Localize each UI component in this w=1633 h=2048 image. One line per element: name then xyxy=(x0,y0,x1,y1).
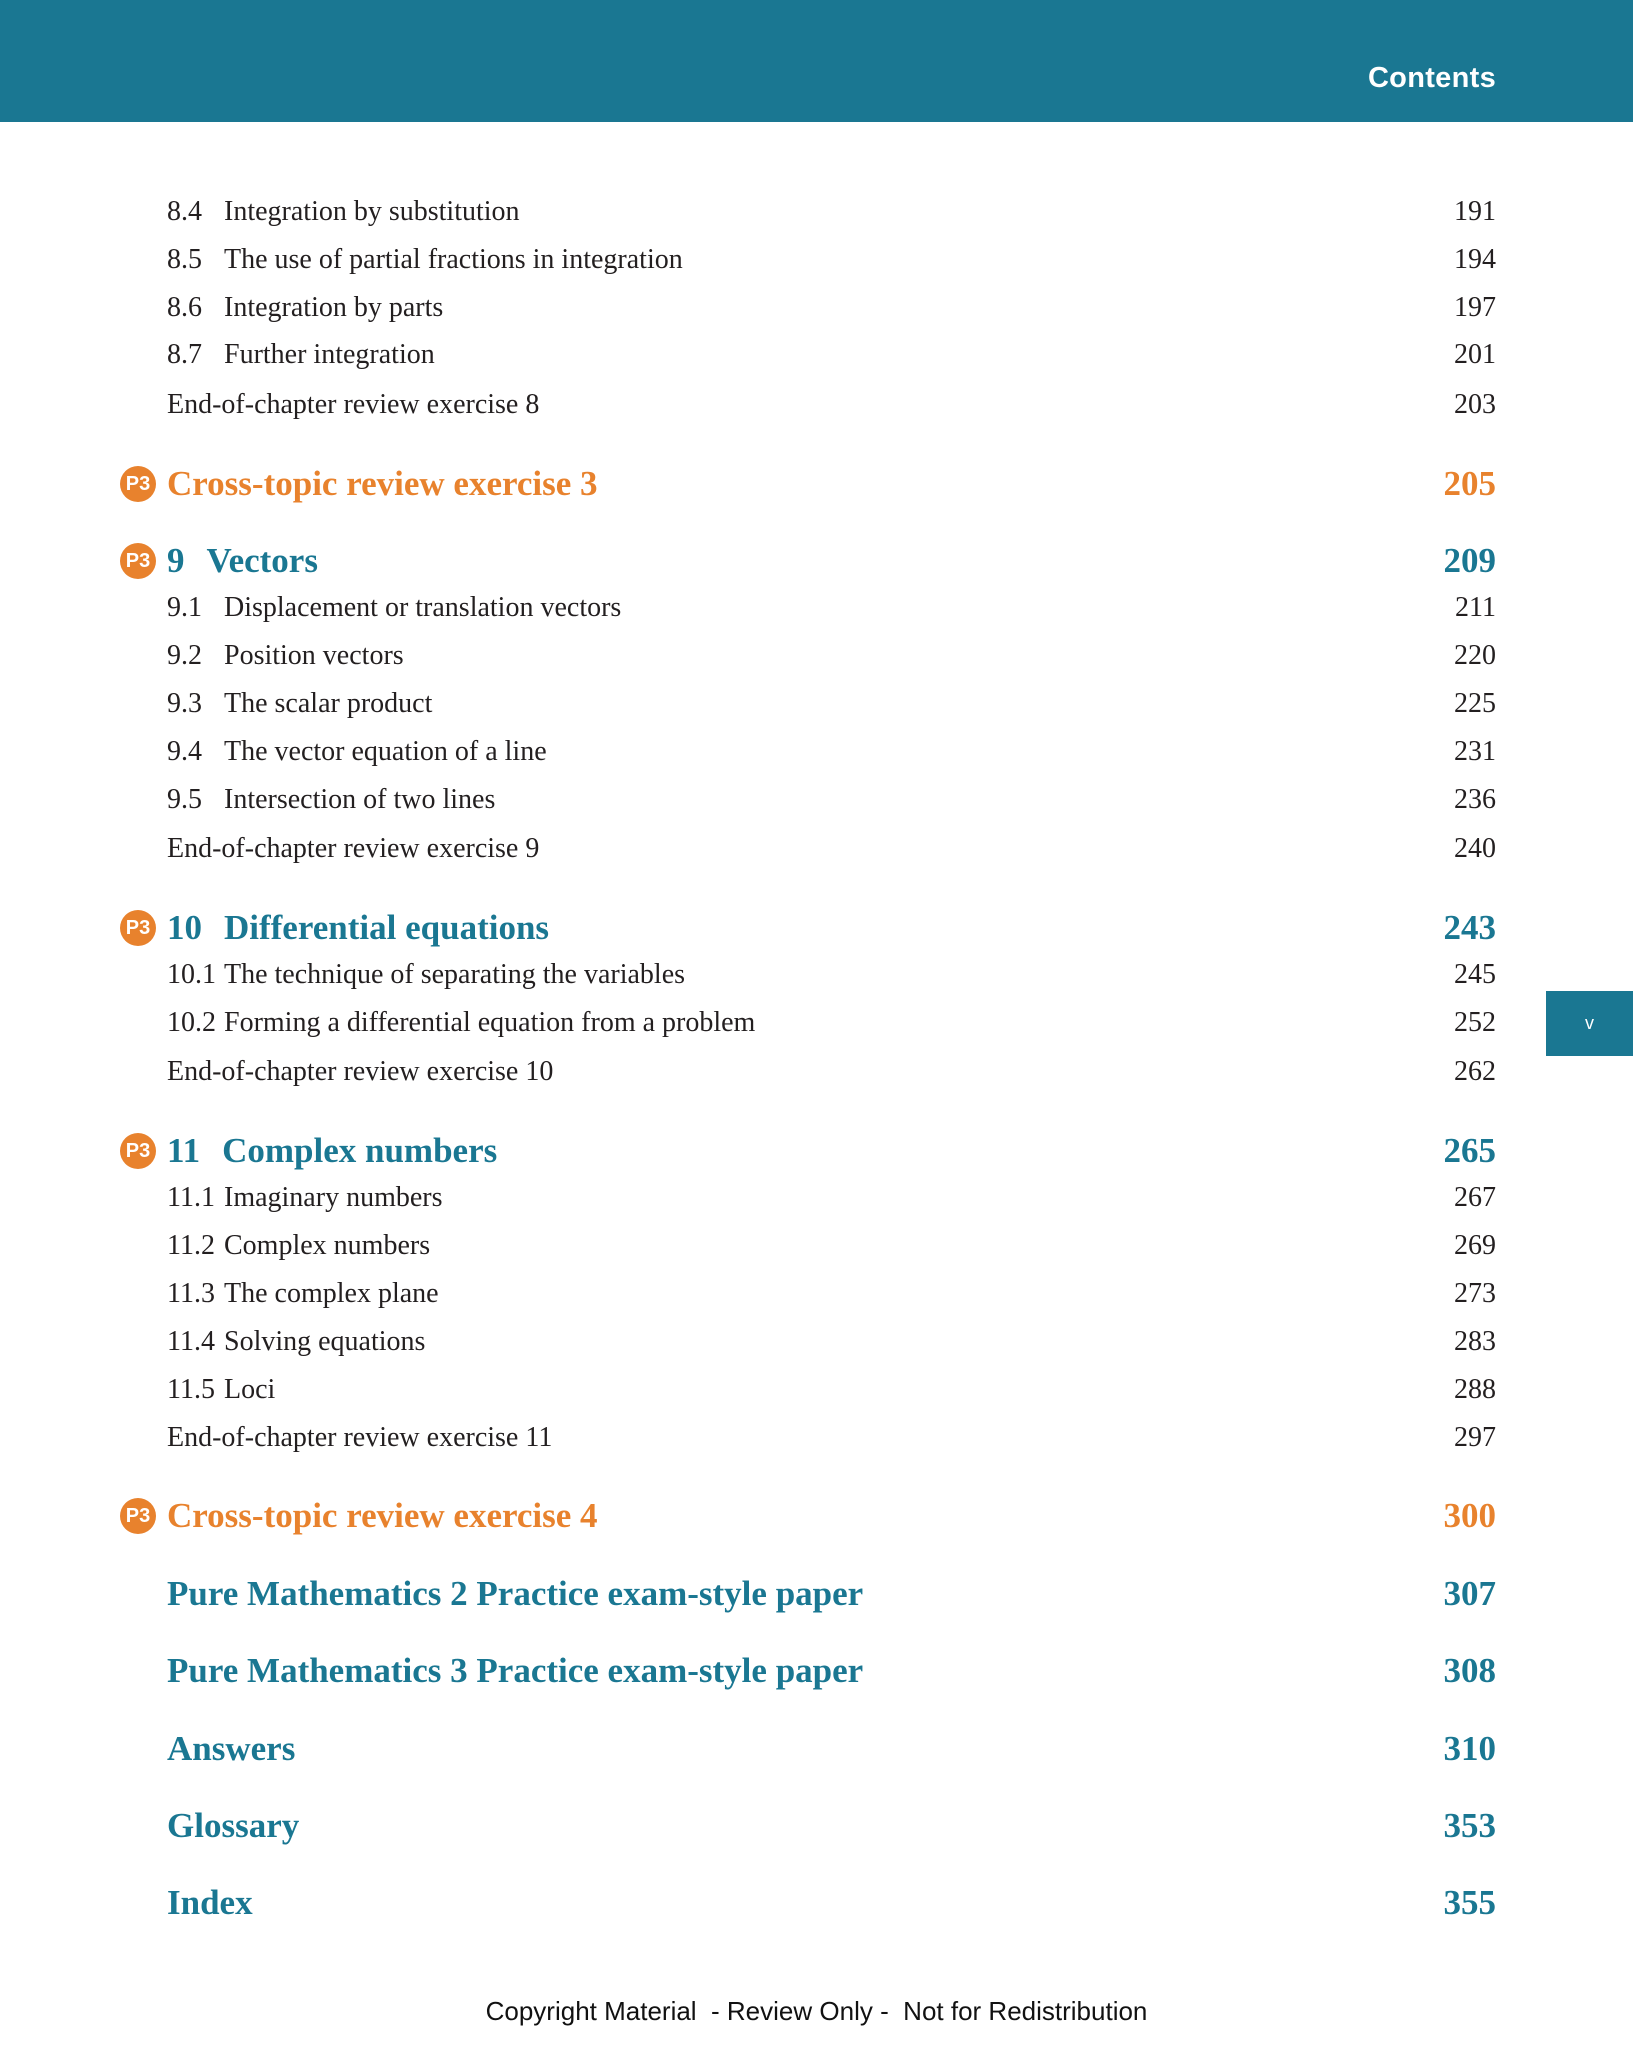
section-number: 9.2 xyxy=(167,640,202,671)
section-number: 9.3 xyxy=(167,688,202,719)
section-title: Complex numbers xyxy=(224,1230,431,1261)
section-title: Cross-topic review exercise 4 xyxy=(167,1496,598,1535)
page-number: 300 xyxy=(1443,1496,1496,1535)
toc-entry-pm3-paper[interactable] xyxy=(0,1647,1633,1697)
toc-entry-11-2[interactable] xyxy=(0,1228,1633,1268)
toc-entry-glossary[interactable] xyxy=(0,1802,1633,1852)
section-title: The use of partial fractions in integration xyxy=(224,244,683,275)
chapter-title: Differential equations xyxy=(224,908,550,947)
section-title: Pure Mathematics 3 Practice exam-style paper xyxy=(167,1651,864,1690)
toc-entry-pm2-paper[interactable] xyxy=(0,1570,1633,1620)
page-number: 355 xyxy=(1443,1883,1496,1922)
page-number: 267 xyxy=(1454,1182,1496,1213)
page-number: 252 xyxy=(1454,1007,1496,1038)
toc-chapter-10[interactable] xyxy=(0,904,1633,954)
p3-badge-icon: P3 xyxy=(120,543,156,579)
section-title: End-of-chapter review exercise 9 xyxy=(167,833,540,864)
section-title: The scalar product xyxy=(224,688,433,719)
section-title: Intersection of two lines xyxy=(224,784,496,815)
section-title: Forming a differential equation from a problem xyxy=(224,1007,756,1038)
section-title: Solving equations xyxy=(224,1326,426,1357)
page-number: 243 xyxy=(1443,908,1496,947)
page-number: 308 xyxy=(1443,1651,1496,1690)
section-number: 9.4 xyxy=(167,736,202,767)
page-number: 288 xyxy=(1454,1374,1496,1405)
section-title: Further integration xyxy=(224,339,435,370)
section-title: Glossary xyxy=(167,1806,300,1845)
page-number: 297 xyxy=(1454,1422,1496,1453)
page-number: 265 xyxy=(1443,1131,1496,1170)
page-number: 225 xyxy=(1454,688,1496,719)
chapter-number: 11 xyxy=(167,1131,201,1170)
toc-entry-8-5[interactable] xyxy=(0,242,1633,282)
section-number: 11.1 xyxy=(167,1182,215,1213)
section-number: 9.1 xyxy=(167,592,202,623)
toc-entry-index[interactable] xyxy=(0,1879,1633,1929)
toc-entry-cross-topic-4[interactable] xyxy=(0,1492,1633,1542)
chapter-title: Vectors xyxy=(206,541,318,580)
copyright-footer: Copyright Material - Review Only - Not for Redistribution xyxy=(485,1996,1148,2026)
section-number: 10.1 xyxy=(167,959,216,990)
toc-entry-11-4[interactable] xyxy=(0,1324,1633,1364)
section-title: Index xyxy=(167,1883,253,1922)
section-number: 11.5 xyxy=(167,1374,215,1405)
section-title: Integration by substitution xyxy=(224,196,520,227)
page-number: 220 xyxy=(1454,640,1496,671)
page-number: 236 xyxy=(1454,784,1496,815)
section-number: 11.3 xyxy=(167,1278,215,1309)
header-bar xyxy=(0,0,1633,122)
p3-badge-icon: P3 xyxy=(120,466,156,502)
section-title: End-of-chapter review exercise 8 xyxy=(167,389,540,420)
section-number: 11.2 xyxy=(167,1230,215,1261)
toc-entry-end-11[interactable] xyxy=(0,1420,1633,1460)
page-number: 201 xyxy=(1454,339,1496,370)
chapter-number: 10 xyxy=(167,908,202,947)
page-number: 262 xyxy=(1454,1056,1496,1087)
toc-entry-9-5[interactable] xyxy=(0,782,1633,822)
page-number-tab: v xyxy=(1546,991,1633,1056)
section-title: The technique of separating the variables xyxy=(224,959,686,990)
section-number: 8.7 xyxy=(167,339,202,370)
toc-entry-10-1[interactable] xyxy=(0,957,1633,997)
toc-entry-end-10[interactable] xyxy=(0,1054,1633,1094)
p3-badge-icon: P3 xyxy=(120,1498,156,1534)
toc-entry-end-8[interactable] xyxy=(0,387,1633,427)
p3-badge-icon: P3 xyxy=(120,1133,156,1169)
toc-chapter-11[interactable] xyxy=(0,1127,1633,1177)
section-title: Loci xyxy=(224,1374,276,1405)
toc-entry-9-2[interactable] xyxy=(0,638,1633,678)
section-number: 8.6 xyxy=(167,292,202,323)
section-title: Position vectors xyxy=(224,640,404,671)
toc-entry-11-1[interactable] xyxy=(0,1180,1633,1220)
section-number: 9.5 xyxy=(167,784,202,815)
toc-entry-11-5[interactable] xyxy=(0,1372,1633,1412)
toc-entry-9-4[interactable] xyxy=(0,734,1633,774)
toc-entry-8-7[interactable] xyxy=(0,337,1633,377)
page-number: 194 xyxy=(1454,244,1496,275)
toc-entry-9-3[interactable] xyxy=(0,686,1633,726)
page-number: 240 xyxy=(1454,833,1496,864)
page-number: 283 xyxy=(1454,1326,1496,1357)
toc-entry-end-9[interactable] xyxy=(0,831,1633,871)
page-number: 203 xyxy=(1454,389,1496,420)
page-number: 209 xyxy=(1443,541,1496,580)
toc-entry-8-6[interactable] xyxy=(0,290,1633,330)
section-title: The complex plane xyxy=(224,1278,439,1309)
section-title: End-of-chapter review exercise 11 xyxy=(167,1422,553,1453)
page-number: 231 xyxy=(1454,736,1496,767)
toc-entry-cross-topic-3[interactable] xyxy=(0,460,1633,510)
page-number: 269 xyxy=(1454,1230,1496,1261)
section-title: The vector equation of a line xyxy=(224,736,547,767)
section-number: 8.4 xyxy=(167,196,202,227)
page-number: 191 xyxy=(1454,196,1496,227)
p3-badge-icon: P3 xyxy=(120,910,156,946)
page-number: 307 xyxy=(1443,1574,1496,1613)
section-title: Displacement or translation vectors xyxy=(224,592,622,623)
toc-entry-10-2[interactable] xyxy=(0,1005,1633,1045)
section-title: Integration by parts xyxy=(224,292,444,323)
page-number: 245 xyxy=(1454,959,1496,990)
page-number: 273 xyxy=(1454,1278,1496,1309)
toc-entry-11-3[interactable] xyxy=(0,1276,1633,1316)
page-number: 310 xyxy=(1443,1729,1496,1768)
chapter-number: 9 xyxy=(167,541,185,580)
section-title: End-of-chapter review exercise 10 xyxy=(167,1056,554,1087)
section-number: 10.2 xyxy=(167,1007,216,1038)
page-title: Contents xyxy=(1367,62,1496,94)
toc-entry-answers[interactable] xyxy=(0,1725,1633,1775)
chapter-title: Complex numbers xyxy=(222,1131,498,1170)
section-title: Pure Mathematics 2 Practice exam-style paper xyxy=(167,1574,864,1613)
page-number: 353 xyxy=(1443,1806,1496,1845)
section-number: 8.5 xyxy=(167,244,202,275)
page-number: 205 xyxy=(1443,464,1496,503)
section-title: Answers xyxy=(167,1729,296,1768)
section-number: 11.4 xyxy=(167,1326,215,1357)
page-number: 211 xyxy=(1455,592,1496,623)
section-title: Imaginary numbers xyxy=(224,1182,443,1213)
toc-entry-8-4[interactable] xyxy=(0,194,1633,234)
section-title: Cross-topic review exercise 3 xyxy=(167,464,598,503)
toc-chapter-9[interactable] xyxy=(0,537,1633,587)
toc-entry-9-1[interactable] xyxy=(0,590,1633,630)
page-number: 197 xyxy=(1454,292,1496,323)
